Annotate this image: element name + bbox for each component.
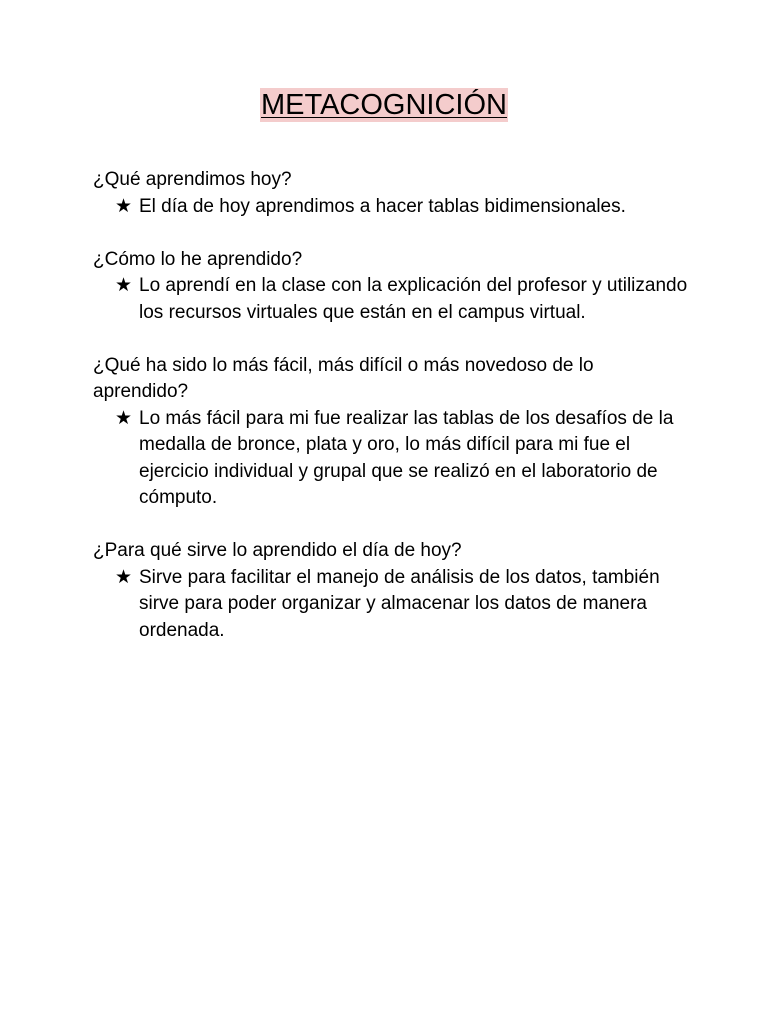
- answer-text: Lo aprendí en la clase con la explicación del profesor y utilizando los recursos virtuales que están en el campus virtual.: [139, 275, 688, 323]
- section-que-aprendimos: [93, 167, 693, 220]
- question-text: ¿Cómo lo he aprendido?: [93, 248, 303, 270]
- answer-item: [93, 194, 693, 221]
- star-bullet-icon: ★: [115, 566, 133, 588]
- answer-text: Sirve para facilitar el manejo de análisis de los datos, también sirve para poder organizar y almacenar los datos de manera ordenada.: [139, 566, 660, 641]
- document-body: [93, 167, 693, 671]
- answer-text: El día de hoy aprendimos a hacer tablas bidimensionales.: [139, 195, 626, 217]
- question-text: ¿Para qué sirve lo aprendido el día de hoy?: [93, 540, 462, 561]
- star-bullet-icon: ★: [115, 407, 133, 429]
- answer-item: [93, 273, 693, 326]
- star-bullet-icon: ★: [115, 195, 133, 217]
- star-bullet-icon: ★: [115, 275, 133, 296]
- title-wrapper: [0, 88, 768, 122]
- answer-text: Lo más fácil para mi fue realizar las tablas de los desafíos de la medalla de bronce, plata y oro, lo más difícil para mi fue el ejercicio individual y grupal que se realizó en el laboratorio de cómputo.: [139, 407, 674, 508]
- answer-item: [93, 565, 693, 645]
- answer-item: [93, 406, 693, 512]
- question-text: ¿Qué aprendimos hoy?: [93, 169, 292, 190]
- section-para-que-sirve: [93, 538, 693, 644]
- page-title: METACOGNICIÓN: [261, 89, 507, 121]
- section-mas-facil-dificil: [93, 353, 693, 512]
- section-como-aprendido: [93, 247, 693, 327]
- question-text: ¿Qué ha sido lo más fácil, más difícil o más novedoso de lo aprendido?: [93, 354, 594, 402]
